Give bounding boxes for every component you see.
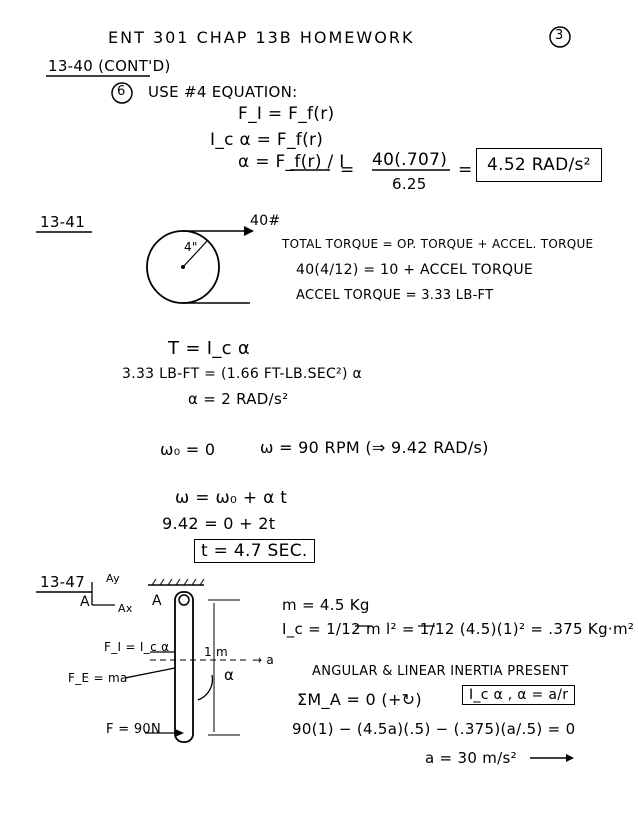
result-arrow-head bbox=[566, 754, 574, 762]
force-label: 40# bbox=[250, 213, 281, 229]
torque-equation: 40(4/12) = 10 + ACCEL TORQUE bbox=[296, 262, 534, 278]
point-label: A bbox=[152, 593, 162, 609]
problem-label-1341: 13-41 bbox=[40, 213, 86, 231]
relation-box: I_c α , α = a/r bbox=[462, 685, 575, 705]
reaction-label: Ax bbox=[118, 602, 133, 615]
equation: 3.33 LB-FT = (1.66 FT-LB.SEC²) α bbox=[122, 366, 362, 382]
torque-equation: TOTAL TORQUE = OP. TORQUE + ACCEL. TORQUE bbox=[282, 237, 594, 251]
force-label: F = 90N bbox=[106, 722, 162, 737]
page-number: 3 bbox=[555, 28, 564, 43]
pin bbox=[179, 595, 189, 605]
equation: ω = ω₀ + α t bbox=[175, 488, 288, 508]
equation: α = 2 RAD/s² bbox=[188, 390, 289, 408]
disk-center bbox=[181, 265, 185, 269]
inertia-equation: I_c = 1/12 m l² = 1/12 (4.5)(1)² = .375 Kg·m² bbox=[282, 620, 635, 638]
equation: F_I = F_f(r) bbox=[238, 104, 335, 124]
ceiling-hatch bbox=[152, 579, 204, 585]
radius-label: 4" bbox=[184, 240, 198, 254]
dimension-label: 1 m bbox=[204, 645, 229, 659]
equation: α = F_f(r) / I bbox=[238, 152, 345, 172]
force-label: F_I = I_c α bbox=[104, 640, 170, 654]
equation: 9.42 = 0 + 2t bbox=[162, 514, 276, 533]
equation: I_c α = F_f(r) bbox=[210, 130, 324, 150]
equation: ω = 90 RPM (⇒ 9.42 RAD/s) bbox=[260, 438, 489, 457]
problem-label-1347: 13-47 bbox=[40, 573, 86, 591]
force-arrow-head-2 bbox=[175, 729, 184, 737]
accel-label: → a bbox=[252, 653, 275, 667]
step-instruction: USE #4 EQUATION: bbox=[148, 83, 298, 101]
answer-box: t = 4.7 SEC. bbox=[194, 539, 315, 563]
moment-sum: ΣM_A = 0 (+↻) bbox=[297, 690, 422, 709]
result: a = 30 m/s² bbox=[425, 749, 517, 767]
mass-value: m = 4.5 Kg bbox=[282, 596, 370, 614]
moment-equation: 90(1) − (4.5a)(.5) − (.375)(a/.5) = 0 bbox=[292, 720, 576, 738]
page-title: ENT 301 CHAP 13B HOMEWORK bbox=[108, 28, 415, 47]
point-label: A bbox=[80, 594, 90, 610]
answer-box: 4.52 RAD/s² bbox=[476, 148, 602, 182]
reaction-label: Ay bbox=[106, 572, 120, 585]
force-label: F_E = ma bbox=[68, 671, 128, 685]
rod bbox=[175, 592, 193, 742]
alpha-label: α bbox=[224, 666, 235, 684]
numerator: 40(.707) bbox=[372, 150, 448, 170]
torque-result: ACCEL TORQUE = 3.33 LB-FT bbox=[296, 288, 494, 303]
problem-label-1340: 13-40 (CONT'D) bbox=[48, 57, 171, 75]
alpha-arc bbox=[198, 675, 212, 700]
fe-arrow bbox=[125, 668, 175, 678]
equals-sign: = bbox=[340, 160, 355, 180]
equation: ω₀ = 0 bbox=[160, 440, 216, 459]
step-number: 6 bbox=[117, 84, 126, 99]
section-heading: ANGULAR & LINEAR INERTIA PRESENT bbox=[312, 664, 569, 679]
denominator: 6.25 bbox=[392, 175, 427, 193]
equals-sign: = bbox=[458, 160, 473, 180]
equation: T = I_c α bbox=[168, 338, 251, 359]
